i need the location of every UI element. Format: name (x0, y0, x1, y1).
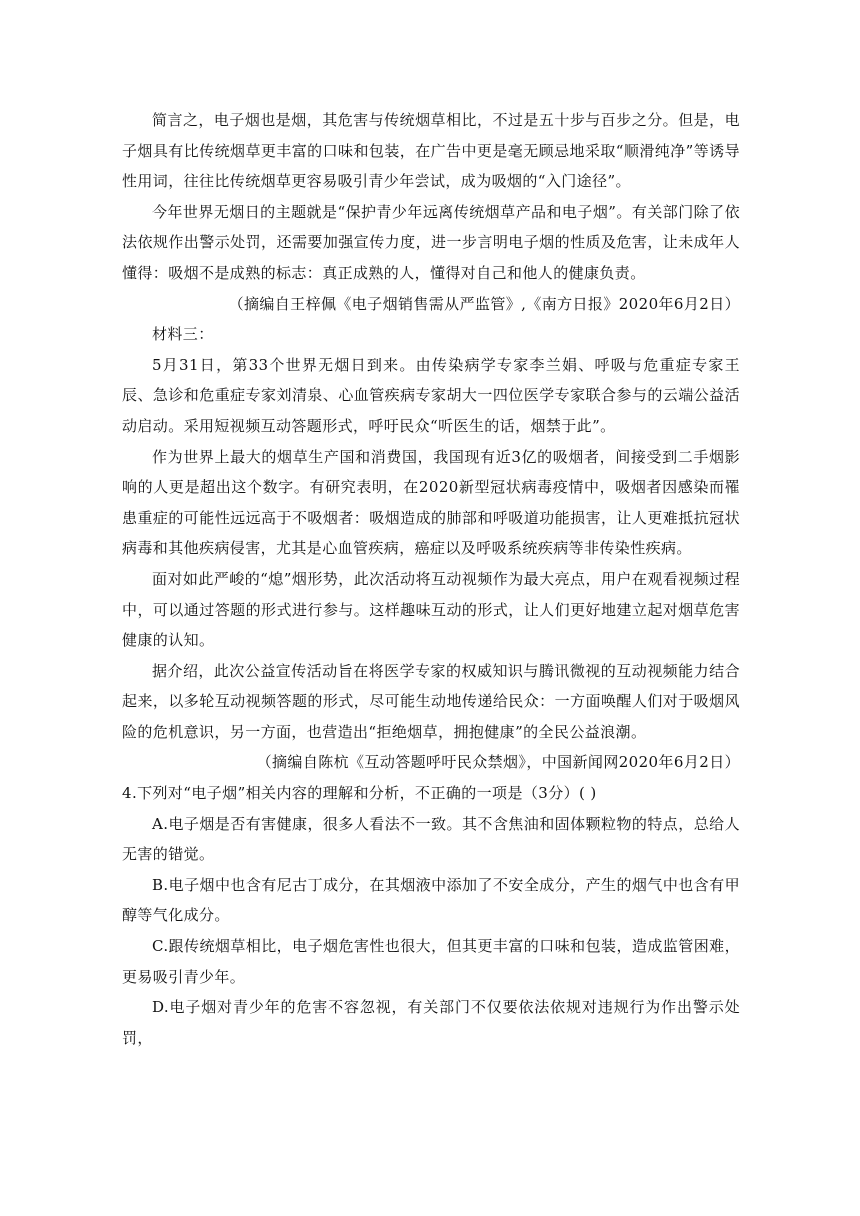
paragraph-2: 今年世界无烟日的主题就是“保护青少年远离传统烟草产品和电子烟”。有关部门除了依法依规作出警示处罚，还需要加强宣传力度，进一步言明电子烟的性质及危害，让未成年人懂得：吸烟不是成熟的标志：真正成熟的人，懂得对自己和他人的健康负责。 (122, 202, 740, 282)
paragraph-4: 作为世界上最大的烟草生产国和消费国，我国现有近3亿的吸烟者，间接受到二手烟影响的人更是超出这个数字。有研究表明，在2020新型冠状病毒疫情中，吸烟者因感染而罹患重症的可能性远远高于不吸烟者：吸烟造成的肺部和呼吸道功能损害，让人更难抵抗冠状病毒和其他疾病侵害，尤其是心血管疾病，癌症以及呼吸系统疾病等非传染性疾病。 (122, 447, 740, 558)
paragraph-5: 面对如此严峻的“熄”烟形势，此次活动将互动视频作为最大亮点，用户在观看视频过程中，可以通过答题的形式进行参与。这样趣味互动的形式，让人们更好地建立起对烟草危害健康的认知。 (122, 569, 740, 650)
paragraph-3: 5月31日，第33个世界无烟日到来。由传染病学专家李兰娟、呼吸与危重症专家王辰、急诊和危重症专家刘清泉、心血管疾病专家胡大一四位医学专家联合参与的云端公益活动启动。采用短视频互动答题形式，呼吁民众“听医生的话，烟禁于此”。 (122, 355, 740, 435)
option-d: D.电子烟对青少年的危害不容忽视，有关部门不仅要依法依规对违规行为作出警示处罚， (122, 998, 740, 1047)
source-citation-1: （摘编自王梓佩《电子烟销售需从严监管》,《南方日报》2020年6月2日） (228, 294, 740, 313)
option-a: A.电子烟是否有害健康，很多人看法不一致。其不含焦油和固体颗粒物的特点，总给人无害的错觉。 (122, 814, 740, 864)
source-citation-2: （摘编自陈杭《互动答题呼吁民众禁烟》，中国新闻网2020年6月2日） (256, 753, 740, 772)
document-page (122, 105, 740, 1053)
option-c: C.跟传统烟草相比，电子烟危害性也很大，但其更丰富的口味和包装，造成监管困难，更易吸引青少年。 (122, 937, 740, 986)
material-3-label: 材料三： (152, 325, 214, 344)
paragraph-6: 据介绍，此次公益宣传活动旨在将医学专家的权威知识与腾讯微视的互动视频能力结合起来，以多轮互动视频答题的形式，尽可能生动地传递给民众：一方面唤醒人们对于吸烟风险的危机意识，另一方面，也营造出“拒绝烟草，拥抱健康”的全民公益浪潮。 (122, 661, 740, 741)
question-4: 4.下列对“电子烟”相关内容的理解和分析，不正确的一项是（3分）( ) (122, 784, 597, 803)
paragraph-1: 简言之，电子烟也是烟，其危害与传统烟草相比，不过是五十步与百步之分。但是，电子烟具有比传统烟草更丰富的口味和包装，在广告中更是毫无顾忌地采取“顺滑纯净”等诱导性用词，往往比传统烟草更容易吸引青少年尝试，成为吸烟的“入门途径”。 (122, 111, 740, 191)
option-b: B.电子烟中也含有尼古丁成分，在其烟液中添加了不安全成分，产生的烟气中也含有甲醇等气化成分。 (122, 875, 740, 925)
